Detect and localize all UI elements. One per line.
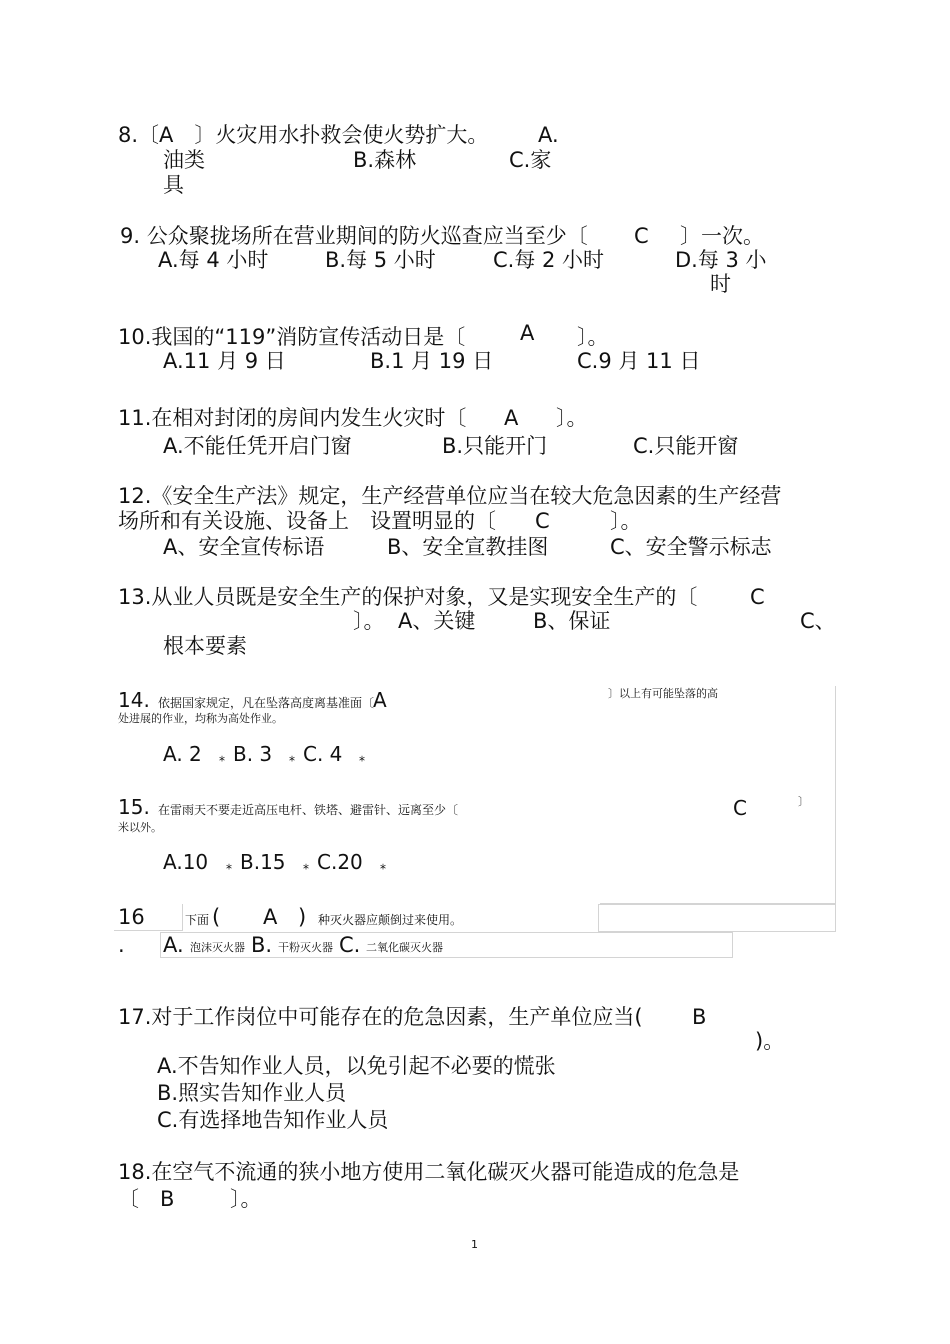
q14-answer: A	[373, 688, 387, 712]
q15-stem: 在雷雨天不要走近高压电杆、铁塔、避雷针、远离至少〔	[158, 803, 459, 817]
q14-unit-c: ⁎	[359, 750, 365, 764]
q16-option-b-label: B.	[251, 933, 273, 957]
q11-stem: 11.在相对封闭的房间内发生火灾时〔	[118, 406, 467, 430]
q13-option-c: 根本要素	[163, 634, 247, 658]
q14-stem-end: 〕以上有可能坠落的高	[608, 687, 718, 700]
q12-option-a: A、安全宣传标语	[163, 535, 325, 559]
q14-number: 14.	[118, 688, 150, 712]
q15-option-c: C.20	[317, 850, 363, 874]
q9-answer: C	[634, 224, 649, 248]
q15-option-b: B.15	[240, 850, 286, 874]
q12-option-c: C、安全警示标志	[610, 535, 772, 559]
q9-stem: 9. 公众聚拢场所在营业期间的防火巡查应当至少〔	[120, 224, 588, 248]
q16-paren-close: )	[298, 905, 307, 929]
q9-option-c: C.每 2 小时	[493, 248, 605, 272]
q14-option-b: B. 3	[233, 742, 273, 766]
q14-stem: 依据国家规定，凡在坠落高度离基准面〔	[158, 696, 375, 710]
q15-answer: C	[733, 796, 747, 820]
q13-option-a: A、关键	[398, 609, 476, 633]
q16-option-b: 干粉灭火器	[278, 941, 333, 954]
q16-answer: A	[263, 905, 278, 929]
q13-option-b: B、保证	[533, 609, 611, 633]
q11-stem-end: 〕。	[556, 406, 588, 430]
q13-option-c-prefix: C、	[800, 609, 836, 633]
q14-option-c: C. 4	[303, 742, 343, 766]
q16-number-dot: .	[118, 933, 125, 957]
q8-option-a-prefix: A.	[538, 123, 559, 147]
q15-option-a: A.10	[163, 850, 209, 874]
q16-option-a-label: A.	[163, 933, 184, 957]
q16-option-c: 二氧化碳灭火器	[366, 941, 443, 954]
q12-stem-end: 〕。	[610, 509, 642, 533]
q14-option-a: A. 2	[163, 742, 202, 766]
q12-answer: C	[535, 509, 550, 533]
q12-option-b: B、安全宣教挂图	[387, 535, 549, 559]
q17-option-a: A.不告知作业人员，以免引起不必要的慌张	[157, 1054, 556, 1078]
q10-stem: 10.我国的“119”消防宣传活动日是〔	[118, 325, 466, 349]
q16-option-c-label: C.	[339, 933, 361, 957]
q10-option-a: A.11 月 9 日	[163, 349, 286, 373]
q9-option-d-prefix: D.每 3 小	[675, 248, 767, 272]
q13-answer: C	[750, 585, 765, 609]
q17-option-b: B.照实告知作业人员	[157, 1081, 347, 1105]
q14-stem-line2: 处进展的作业，均称为高处作业。	[118, 712, 283, 725]
q16-number: 16	[118, 905, 145, 929]
q8-option-c-prefix: C.家	[509, 148, 552, 172]
q17-answer: B	[692, 1005, 707, 1029]
q16-stem-pre: 下面	[185, 913, 210, 927]
q17-option-c: C.有选择地告知作业人员	[157, 1108, 389, 1132]
q11-option-c: C.只能开窗	[633, 434, 739, 458]
q18-stem: 18.在空气不流通的狭小地方使用二氧化碳灭火器可能造成的危急是	[118, 1160, 740, 1184]
q15-unit-c: ⁎	[380, 858, 386, 872]
q8-option-c: 具	[163, 173, 184, 197]
page-number: 1	[471, 1238, 478, 1251]
q15-stem-line2: 米以外。	[118, 821, 162, 834]
q12-stem-line2: 场所和有关设施、设备上 设置明显的〔	[118, 509, 496, 533]
q9-option-b: B.每 5 小时	[325, 248, 436, 272]
q16-paren-open: (	[212, 905, 221, 929]
q15-number: 15.	[118, 795, 150, 819]
q10-option-c: C.9 月 11 日	[577, 349, 701, 373]
q9-option-a: A.每 4 小时	[158, 248, 269, 272]
q18-answer: B	[160, 1187, 175, 1211]
q10-stem-end: 〕。	[577, 325, 609, 349]
q17-stem: 17.对于工作岗位中可能存在的危急因素，生产单位应当(	[118, 1005, 643, 1029]
q10-option-b: B.1 月 19 日	[370, 349, 494, 373]
q9-option-d: 时	[710, 272, 731, 296]
q11-answer: A	[504, 406, 519, 430]
q15-unit-b: ⁎	[303, 858, 309, 872]
q10-answer: A	[520, 321, 535, 345]
q12-stem-line1: 12.《安全生产法》规定，生产经营单位应当在较大危急因素的生产经营	[118, 484, 782, 508]
q13-stem: 13.从业人员既是安全生产的保护对象，又是实现安全生产的〔	[118, 585, 698, 609]
q14-unit-a: ⁎	[219, 750, 225, 764]
q11-option-a: A.不能任凭开启门窗	[163, 434, 352, 458]
q16-options-cell	[160, 932, 733, 958]
q8-option-b: B.森林	[353, 148, 417, 172]
q16-option-a: 泡沫灭火器	[190, 941, 245, 954]
q15-unit-a: ⁎	[226, 858, 232, 872]
q16-stem-end: 种灭火器应颠倒过来使用。	[318, 913, 463, 927]
q11-option-b: B.只能开门	[442, 434, 548, 458]
q9-stem-end: 〕一次。	[680, 224, 764, 248]
q8-stem: 8.〔A 〕火灾用水扑救会使火势扩大。	[118, 123, 489, 147]
q18-paren-open: 〔	[118, 1187, 139, 1211]
q8-option-a: 油类	[163, 148, 205, 172]
q17-stem-end: )。	[755, 1029, 785, 1053]
q13-stem-end: 〕。	[353, 609, 385, 633]
q14-unit-b: ⁎	[289, 750, 295, 764]
q15-stem-end: 〕	[798, 795, 809, 808]
q18-stem-end: 〕。	[230, 1187, 262, 1211]
q16-right-cell	[598, 904, 836, 932]
